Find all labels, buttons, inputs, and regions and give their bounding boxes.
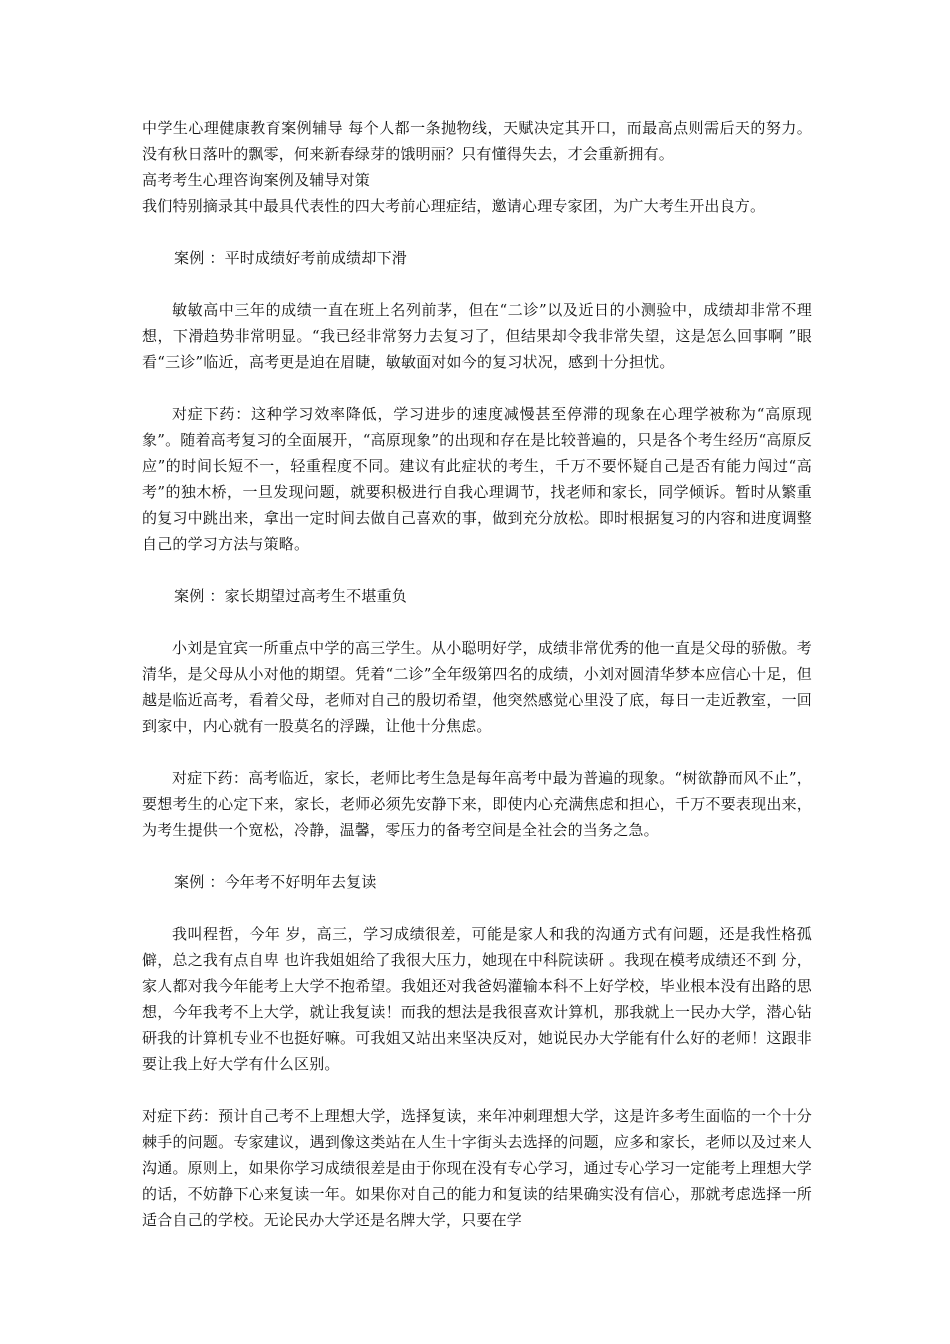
case-2-advice: 对症下药：高考临近，家长，老师比考生急是每年高考中最为普遍的现象。“树欲静而风不止”，要想考生的心定下来，家长，老师必须先安静下来，即使内心充满焦虑和担心，千万不要表现出来，为考生提供一个宽松，冷静，温馨，零压力的备考空间是全社会的当务之急。 — [142, 769, 812, 839]
spacer — [142, 557, 812, 583]
intro-paragraph: 中学生心理健康教育案例辅导 每个人都一条抛物线，天赋决定其开口，而最高点则需后天的努力。没有秋日落叶的飘零，何来新春绿芽的饿明丽？只有懂得失去，才会重新拥有。 — [142, 119, 812, 163]
case-2-story: 小刘是宜宾一所重点中学的高三学生。从小聪明好学，成绩非常优秀的他一直是父母的骄傲。考清华，是父母从小对他的期望。凭着“二诊”全年级第四名的成绩，小刘对圆清华梦本应信心十足，但越是临近高考，看着父母，老师对自己的殷切希望，他突然感觉心里没了底，每日一走近教室，一回到家中，内心就有一股莫名的浮躁，让他十分焦虑。 — [142, 639, 812, 735]
case-1-story: 敏敏高中三年的成绩一直在班上名列前茅，但在“二诊”以及近日的小测验中，成绩却非常不理想，下滑趋势非常明显。“我已经非常努力去复习了，但结果却令我非常失望，这是怎么回事啊 ”眼看“三诊”临近，高考更是迫在眉睫，敏敏面对如今的复习状况，感到十分担忧。 — [142, 301, 812, 371]
spacer — [142, 895, 812, 921]
document-body — [142, 115, 812, 1233]
spacer — [142, 271, 812, 297]
case-3-title: 案例 ：今年考不好明年去复读 — [174, 873, 377, 891]
spacer — [142, 843, 812, 869]
document-title: 高考考生心理咨询案例及辅导对策 — [142, 171, 371, 189]
case-3-advice: 对症下药：预计自己考不上理想大学，选择复读，来年冲刺理想大学，这是许多考生面临的一个十分棘手的问题。专家建议，遇到像这类站在人生十字街头去选择的问题，应多和家长，老师以及过来人沟通。原则上，如果你学习成绩很差是由于你现在没有专心学习，通过专心学习一定能考上理想大学的话，不妨静下心来复读一年。如果你对自己的能力和复读的结果确实没有信心，那就考虑选择一所适合自己的学校。无论民办大学还是名牌大学，只要在学 — [142, 1107, 812, 1229]
spacer — [142, 1077, 812, 1103]
case-1-advice: 对症下药：这种学习效率降低，学习进步的速度减慢甚至停滞的现象在心理学被称为“高原现象”。随着高考复习的全面展开，“高原现象”的出现和存在是比较普遍的，只是各个考生经历“高原反应”的时间长短不一，轻重程度不同。建议有此症状的考生，千万不要怀疑自己是否有能力闯过“高考”的独木桥，一旦发现问题，就要积极进行自我心理调节，找老师和家长，同学倾诉。暂时从繁重的复习中跳出来，拿出一定时间去做自己喜欢的事，做到充分放松。即时根据复习的内容和进度调整自己的学习方法与策略。 — [142, 405, 812, 553]
spacer — [142, 739, 812, 765]
spacer — [142, 609, 812, 635]
case-1-title: 案例 ：平时成绩好考前成绩却下滑 — [174, 249, 407, 267]
intro-summary: 我们特别摘录其中最具代表性的四大考前心理症结，邀请心理专家团，为广大考生开出良方。 — [142, 197, 766, 215]
spacer — [142, 375, 812, 401]
spacer — [142, 219, 812, 245]
case-2-title: 案例 ：家长期望过高考生不堪重负 — [174, 587, 407, 605]
case-3-story: 我叫程哲，今年 岁，高三，学习成绩很差，可能是家人和我的沟通方式有问题，还是我性格孤僻，总之我有点自卑 也许我姐姐给了我很大压力，她现在中科院读研 。我现在模考成绩还不到 分，家人都对我今年能考上大学不抱希望。我姐还对我爸妈灌输本科不上好学校，毕业根本没有出路的思想，今年我考不上大学，就让我复读！而我的想法是我很喜欢计算机，那我就上一民办大学，潜心钻研我的计算机专业不也挺好嘛。可我姐又站出来坚决反对，她说民办大学能有什么好的老师！这跟非要让我上好大学有什么区别。 — [142, 925, 812, 1073]
